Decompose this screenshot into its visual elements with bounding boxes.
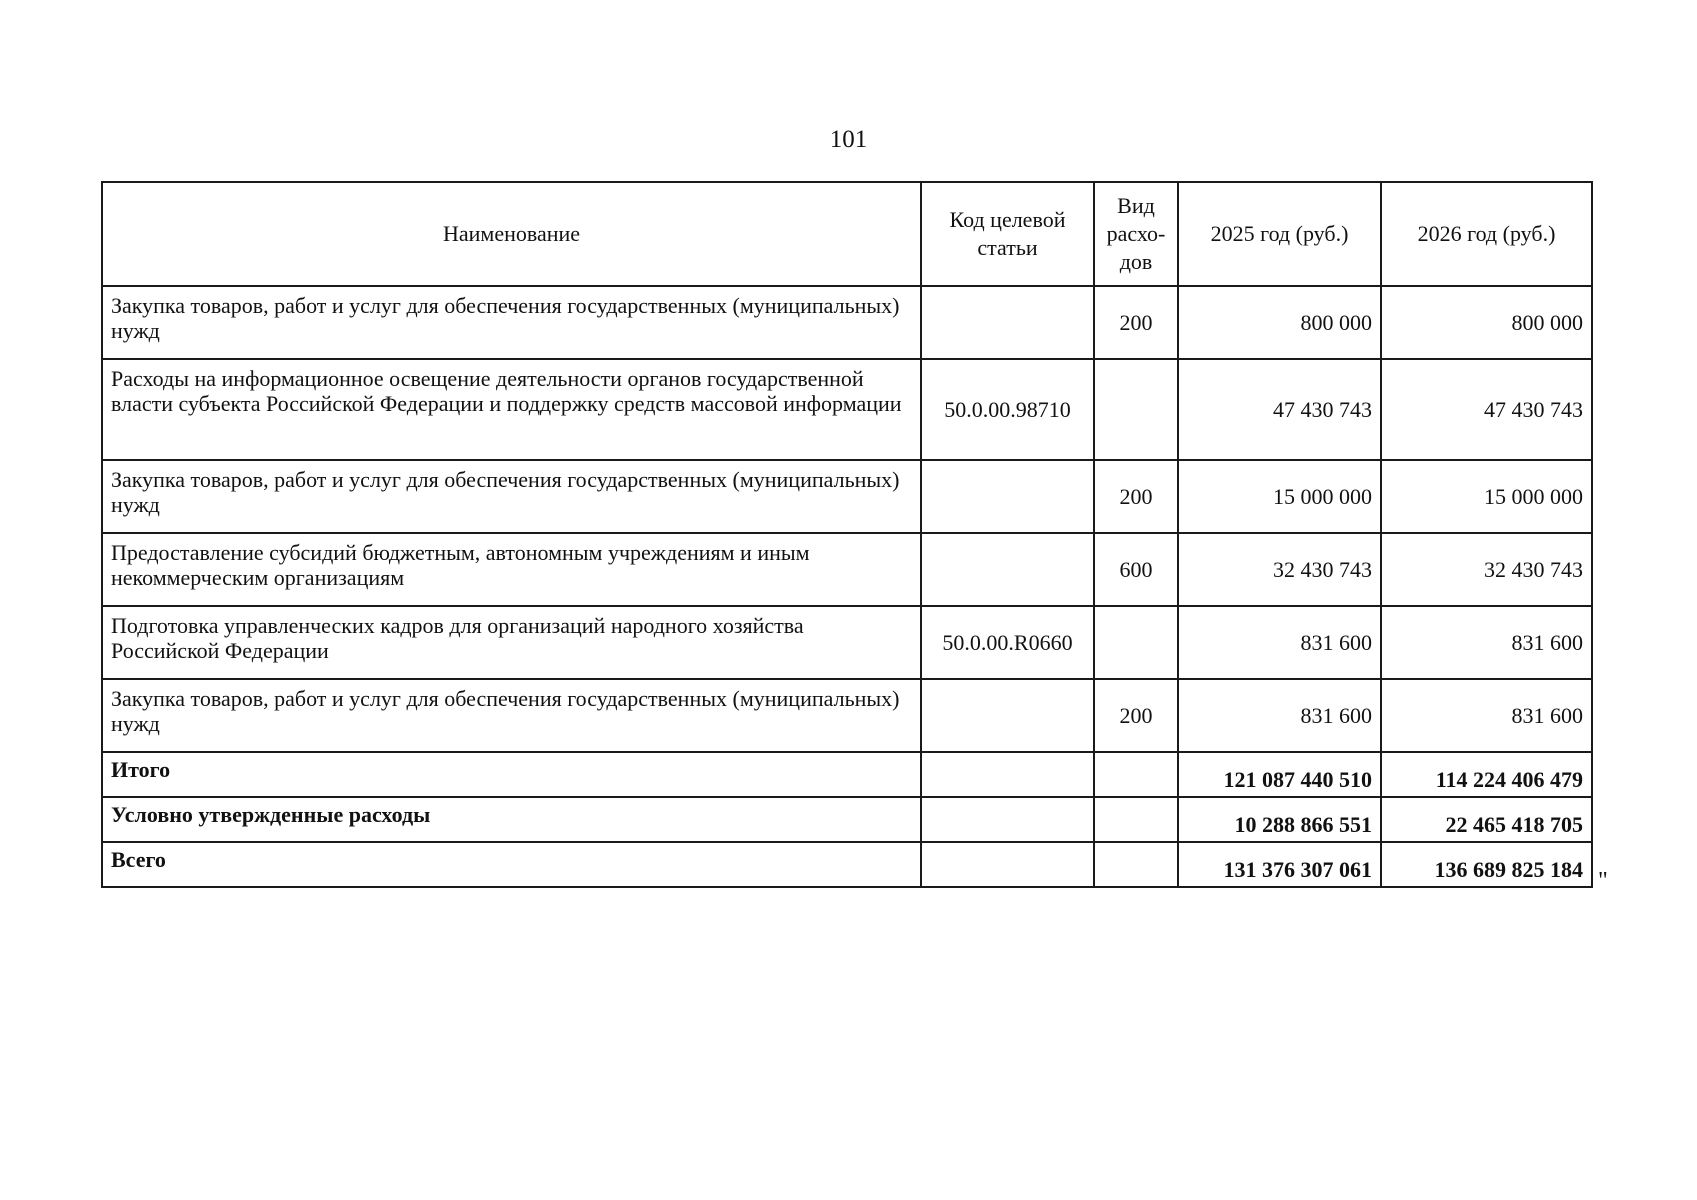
total-row-itogo — [102, 752, 1592, 797]
row-code — [921, 286, 1094, 359]
row-kind: 200 — [1094, 286, 1178, 359]
total-kind-empty — [1094, 797, 1178, 842]
row-kind — [1094, 359, 1178, 460]
table-row — [102, 460, 1592, 533]
header-name: Наименование — [102, 182, 921, 286]
total-row-vsego — [102, 842, 1592, 887]
row-name: Закупка товаров, работ и услуг для обеспечения государственных (муниципальных) нужд — [102, 679, 921, 752]
row-2025: 15 000 000 — [1178, 460, 1381, 533]
total-kind-empty — [1094, 842, 1178, 887]
table-row — [102, 533, 1592, 606]
total-code-empty — [921, 842, 1094, 887]
row-2025: 800 000 — [1178, 286, 1381, 359]
total-2025: 10 288 866 551 — [1178, 797, 1381, 842]
row-code: 50.0.00.98710 — [921, 359, 1094, 460]
total-2025: 131 376 307 061 — [1178, 842, 1381, 887]
total-code-empty — [921, 752, 1094, 797]
row-kind: 600 — [1094, 533, 1178, 606]
row-kind: 200 — [1094, 679, 1178, 752]
row-kind — [1094, 606, 1178, 679]
table-row — [102, 679, 1592, 752]
table-row — [102, 606, 1592, 679]
total-name: Условно утвержденные расходы — [102, 797, 921, 842]
row-name: Закупка товаров, работ и услуг для обеспечения государственных (муниципальных) нужд — [102, 460, 921, 533]
table-header-row — [102, 182, 1592, 286]
header-2026: 2026 год (руб.) — [1381, 182, 1592, 286]
total-name: Итого — [102, 752, 921, 797]
row-2026: 32 430 743 — [1381, 533, 1592, 606]
total-kind-empty — [1094, 752, 1178, 797]
row-2026: 800 000 — [1381, 286, 1592, 359]
budget-table — [101, 181, 1593, 888]
row-name: Подготовка управленческих кадров для организаций народного хозяйства Российской Федерации — [102, 606, 921, 679]
row-2025: 831 600 — [1178, 606, 1381, 679]
row-name: Закупка товаров, работ и услуг для обеспечения государственных (муниципальных) нужд — [102, 286, 921, 359]
header-code: Код целевой статьи — [921, 182, 1094, 286]
total-2026: 22 465 418 705 — [1381, 797, 1592, 842]
closing-quote-mark: " — [1598, 868, 1608, 894]
row-2025: 32 430 743 — [1178, 533, 1381, 606]
total-row-conditional — [102, 797, 1592, 842]
row-name: Расходы на информационное освещение деятельности органов государственной власти субъекта Российской Федерации и поддержку средств массовой информации — [102, 359, 921, 460]
total-code-empty — [921, 797, 1094, 842]
table-row — [102, 286, 1592, 359]
page-number: 101 — [829, 126, 868, 153]
row-2026: 47 430 743 — [1381, 359, 1592, 460]
row-code — [921, 533, 1094, 606]
row-code: 50.0.00.R0660 — [921, 606, 1094, 679]
row-kind: 200 — [1094, 460, 1178, 533]
total-2026: 114 224 406 479 — [1381, 752, 1592, 797]
row-name: Предоставление субсидий бюджетным, автономным учреждениям и иным некоммерческим организациям — [102, 533, 921, 606]
total-name: Всего — [102, 842, 921, 887]
row-code — [921, 679, 1094, 752]
table-row — [102, 359, 1592, 460]
row-2026: 831 600 — [1381, 606, 1592, 679]
row-2026: 831 600 — [1381, 679, 1592, 752]
total-2026: 136 689 825 184 — [1381, 842, 1592, 887]
header-kind: Вид расхо-дов — [1094, 182, 1178, 286]
row-2026: 15 000 000 — [1381, 460, 1592, 533]
row-2025: 831 600 — [1178, 679, 1381, 752]
row-code — [921, 460, 1094, 533]
header-2025: 2025 год (руб.) — [1178, 182, 1381, 286]
row-2025: 47 430 743 — [1178, 359, 1381, 460]
total-2025: 121 087 440 510 — [1178, 752, 1381, 797]
